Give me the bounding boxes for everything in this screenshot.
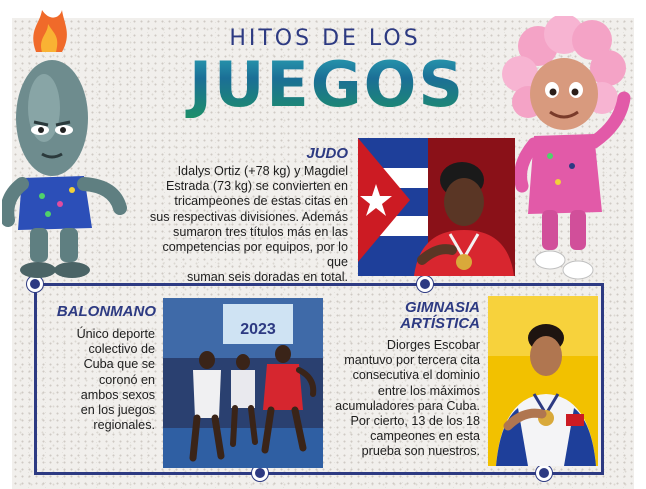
header-kicker: HITOS DE LOS bbox=[229, 26, 421, 51]
balonmano-heading: BALONMANO bbox=[56, 303, 156, 320]
handball-banner-year: 2023 bbox=[240, 321, 276, 338]
gimnasia-heading-line1: GIMNASIA bbox=[405, 299, 480, 316]
right-mascot-illustration bbox=[498, 16, 644, 284]
handball-match-photo bbox=[163, 298, 323, 468]
judo-athlete-photo bbox=[358, 138, 515, 276]
judo-body: Idalys Ortiz (+78 kg) y Magdiel Estrada (73 kg) se convierten en tricampeones de estas citas en sus respectivas divisiones. Además sumaron tres títulos más en las competencias por equipos, por lo que suman seis doradas en total. bbox=[149, 164, 348, 285]
timeline-horizontal-bottom bbox=[34, 472, 604, 475]
left-mascot-illustration bbox=[2, 8, 134, 280]
page-title: JUEGOS bbox=[168, 52, 486, 118]
gymnast-photo bbox=[488, 296, 598, 466]
judo-heading: JUDO bbox=[306, 145, 348, 162]
timeline-dot-judo bbox=[417, 276, 433, 292]
timeline-vertical-right bbox=[601, 283, 604, 473]
timeline-vertical-left bbox=[34, 284, 37, 474]
timeline-dot-gimnasia bbox=[536, 465, 552, 481]
gimnasia-body: Diorges Escobar mantuvo por tercera cita consecutiva el dominio entre los máximos acumuladores para Cuba. Por cierto, 13 de los 18 campeones en esta prueba son nuestros. bbox=[335, 338, 480, 459]
balonmano-body: Único deporte colectivo de Cuba que se coronó en ambos sexos en los juegos regionales. bbox=[76, 327, 155, 433]
gimnasia-heading-line2: ARTÍSTICA bbox=[400, 315, 480, 332]
